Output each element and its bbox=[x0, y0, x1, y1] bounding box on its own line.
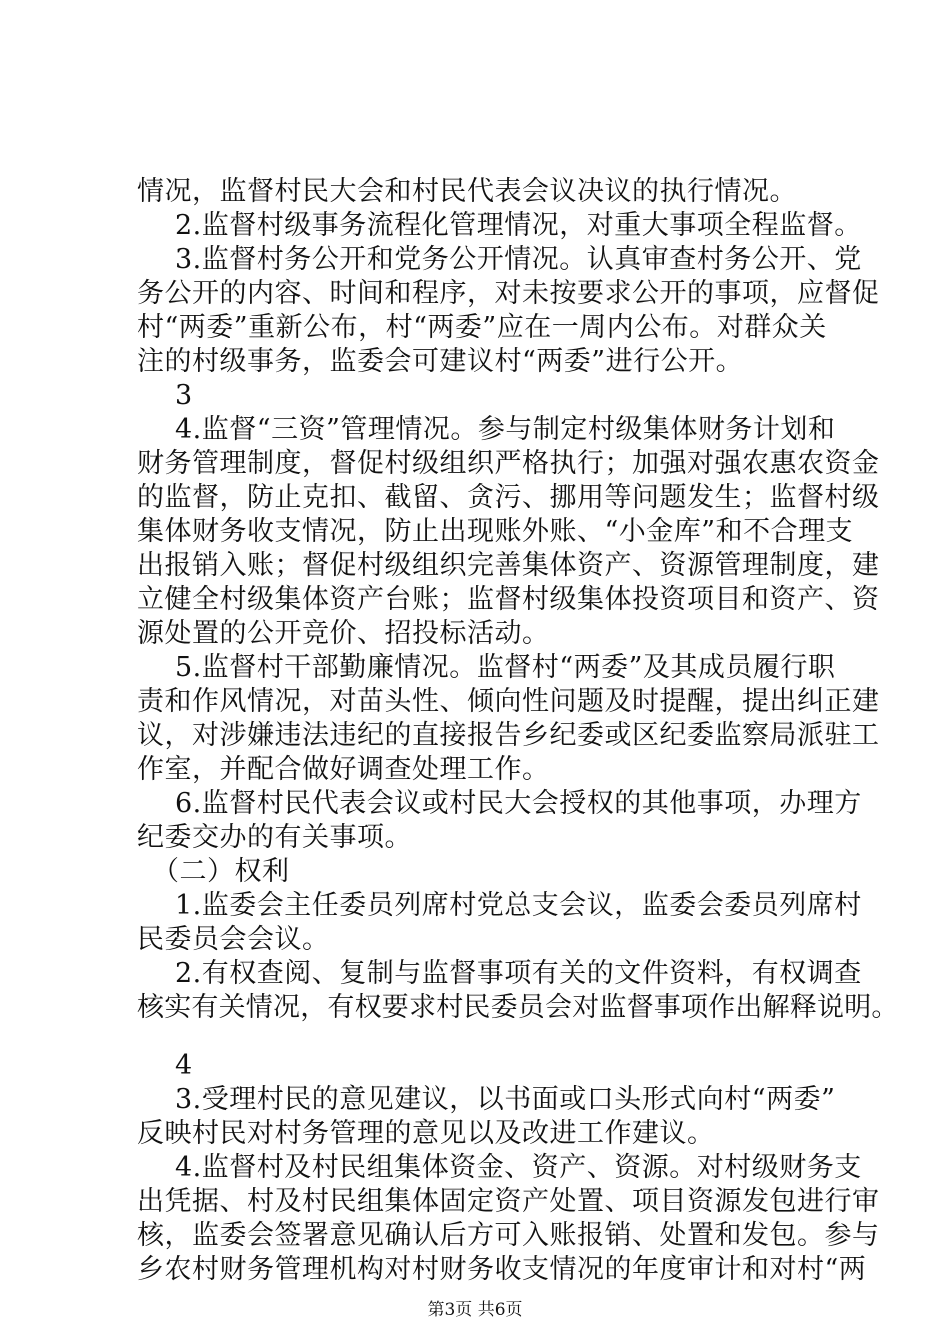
text-line: 出报销入账；督促村级组织完善集体资产、资源管理制度，建 bbox=[137, 550, 880, 581]
text-line: 注的村级事务，监委会可建议村“两委”进行公开。 bbox=[137, 346, 744, 377]
text-line: 3.监督村务公开和党务公开情况。认真审查村务公开、党 bbox=[175, 244, 862, 275]
text-line: 出凭据、村及村民组集体固定资产处置、项目资源发包进行审 bbox=[137, 1186, 880, 1217]
text-line: 4.监督村及村民组集体资金、资产、资源。对村级财务支 bbox=[175, 1152, 862, 1183]
text-line: 责和作风情况，对苗头性、倾向性问题及时提醒，提出纠正建 bbox=[137, 686, 880, 717]
text-line: 核，监委会签署意见确认后方可入账报销、处置和发包。参与 bbox=[137, 1220, 880, 1251]
text-line: 作室，并配合做好调查处理工作。 bbox=[137, 754, 550, 785]
text-line: 集体财务收支情况，防止出现账外账、“小金库”和不合理支 bbox=[137, 516, 854, 547]
text-line: 2.监督村级事务流程化管理情况，对重大事项全程监督。 bbox=[175, 210, 862, 241]
text-line: 4.监督“三资”管理情况。参与制定村级集体财务计划和 bbox=[175, 414, 836, 445]
page-footer: 第3页 共6页 bbox=[427, 1300, 523, 1320]
text-line: 源处置的公开竞价、招投标活动。 bbox=[137, 618, 550, 649]
text-line: 纪委交办的有关事项。 bbox=[137, 822, 412, 853]
text-line: 1.监委会主任委员列席村党总支会议，监委会委员列席村 bbox=[175, 890, 862, 921]
text-line: 乡农村财务管理机构对村财务收支情况的年度审计和对村“两 bbox=[137, 1254, 867, 1285]
text-line: 6.监督村民代表会议或村民大会授权的其他事项，办理方 bbox=[175, 788, 862, 819]
section-heading: （二）权利 bbox=[152, 856, 290, 887]
text-line: 3.受理村民的意见建议，以书面或口头形式向村“两委” bbox=[175, 1084, 836, 1115]
text-line: 核实有关情况，有权要求村民委员会对监督事项作出解释说明。 bbox=[137, 992, 899, 1023]
text-line: 议，对涉嫌违法违纪的直接报告乡纪委或区纪委监察局派驻工 bbox=[137, 720, 880, 751]
text-line: 财务管理制度，督促村级组织严格执行；加强对强农惠农资金 bbox=[137, 448, 880, 479]
text-line: 村“两委”重新公布，村“两委”应在一周内公布。对群众关 bbox=[137, 312, 827, 343]
page-number-marker: 4 bbox=[175, 1050, 193, 1081]
page-number-marker: 3 bbox=[175, 380, 193, 411]
text-line: 反映村民对村务管理的意见以及改进工作建议。 bbox=[137, 1118, 715, 1149]
text-line: 的监督，防止克扣、截留、贪污、挪用等问题发生；监督村级 bbox=[137, 482, 880, 513]
text-line: 务公开的内容、时间和程序，对未按要求公开的事项，应督促 bbox=[137, 278, 880, 309]
text-line: 2.有权查阅、复制与监督事项有关的文件资料，有权调查 bbox=[175, 958, 862, 989]
text-line: 民委员会会议。 bbox=[137, 924, 330, 955]
text-line: 情况，监督村民大会和村民代表会议决议的执行情况。 bbox=[137, 176, 797, 207]
text-line: 立健全村级集体资产台账；监督村级集体投资项目和资产、资 bbox=[137, 584, 880, 615]
text-line: 5.监督村干部勤廉情况。监督村“两委”及其成员履行职 bbox=[175, 652, 836, 683]
